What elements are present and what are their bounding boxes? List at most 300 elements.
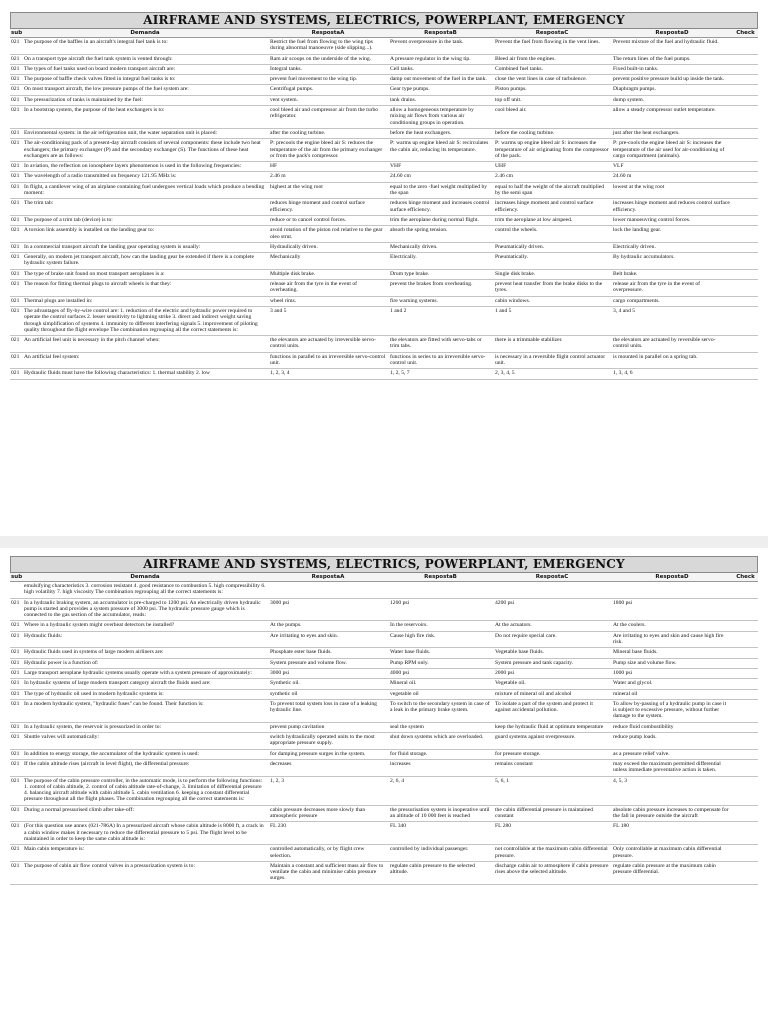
row-answer-d: Belt brake. <box>611 269 733 279</box>
row-answer-b: the pressurisation system is inoperative until an altitude of 10 000 feet is reached <box>388 805 493 822</box>
questions-table <box>10 29 758 380</box>
row-answer-d: release air from the tyre in the event of overpressure. <box>611 280 733 297</box>
row-answer-a: Restrict the fuel from flowing to the wing tips during abnormal manoeuvre (side slipping...). <box>268 38 388 55</box>
row-sub: 021 <box>10 648 22 658</box>
row-check <box>733 689 758 699</box>
row-answer-c: discharge cabin air to atmosphere if cabin pressure rises above the selected altitude. <box>493 861 611 884</box>
row-check <box>733 162 758 172</box>
row-check <box>733 139 758 162</box>
row-sub: 021 <box>10 845 22 862</box>
table-row <box>10 776 758 805</box>
row-check <box>733 64 758 74</box>
row-answer-c: Prevent the fuel from flowing in the vent lines. <box>493 38 611 55</box>
row-answer-b: trim the aeroplane during normal flight. <box>388 215 493 225</box>
row-sub: 021 <box>10 139 22 162</box>
row-answer-d <box>611 582 733 599</box>
row-check <box>733 759 758 776</box>
header-answer-c: RespostaC <box>493 29 611 38</box>
table-row <box>10 369 758 379</box>
row-answer-a: vent system. <box>268 95 388 105</box>
row-question: In hydraulic systems of large modern transport category aircraft the fluids used are: <box>22 679 268 689</box>
row-answer-a: after the cooling turbine. <box>268 128 388 138</box>
table-row <box>10 699 758 722</box>
row-sub: 021 <box>10 242 22 252</box>
row-answer-d: Only controllable at maximum cabin differential pressure. <box>611 845 733 862</box>
row-check <box>733 352 758 369</box>
row-answer-c: cool bleed air. <box>493 106 611 129</box>
row-question: The purpose of a trim tab (device) is to: <box>22 215 268 225</box>
table-row <box>10 139 758 162</box>
table-row <box>10 668 758 678</box>
row-answer-a: release air from the tyre in the event of overheating. <box>268 280 388 297</box>
row-check <box>733 242 758 252</box>
row-answer-b: allow a homogeneous temperature by mixing air flows from various air conditioning groups in operation. <box>388 106 493 129</box>
row-answer-a: At the pumps. <box>268 621 388 631</box>
row-answer-d: allow a steady compressor outlet temperature. <box>611 106 733 129</box>
row-sub: 021 <box>10 75 22 85</box>
row-answer-b: prevent the brakes from overheating. <box>388 280 493 297</box>
row-sub: 021 <box>10 85 22 95</box>
row-answer-d: To allow by-passing of a hydraulic pump in case it is subject to excessive pressure, without further damage to the system. <box>611 699 733 722</box>
row-answer-c: Pneumatically. <box>493 253 611 270</box>
row-answer-b: for fluid storage. <box>388 749 493 759</box>
table-row <box>10 845 758 862</box>
row-answer-c: close the vent lines in case of turbulence. <box>493 75 611 85</box>
row-answer-b: Prevent overpressure in the tank. <box>388 38 493 55</box>
row-question: If the cabin altitude rises (aircraft in level flight), the differential pressure: <box>22 759 268 776</box>
row-answer-a: Mechanically <box>268 253 388 270</box>
row-question: In addition to energy storage, the accumulator of the hydraulic system is used: <box>22 749 268 759</box>
row-sub: 021 <box>10 38 22 55</box>
header-answer-a: RespostaA <box>268 29 388 38</box>
row-answer-a: wheel rims. <box>268 296 388 306</box>
table-body <box>10 582 758 885</box>
row-sub: 021 <box>10 280 22 297</box>
row-answer-c: Combined fuel tanks. <box>493 64 611 74</box>
table-row <box>10 106 758 129</box>
row-answer-c: the cabin differential pressure is maintained constant <box>493 805 611 822</box>
row-check <box>733 805 758 822</box>
row-check <box>733 336 758 353</box>
row-answer-a: functions in parallel to an irreversible servo-control unit. <box>268 352 388 369</box>
row-answer-d: 4, 5, 3 <box>611 776 733 805</box>
row-answer-c: System pressure and tank capacity. <box>493 658 611 668</box>
row-answer-c: guard systems against overpressure. <box>493 733 611 750</box>
page-separator <box>0 536 768 548</box>
row-answer-d: may exceed the maximum permitted differential unless immediate preventative action is taken. <box>611 759 733 776</box>
row-answer-a: 2.46 m <box>268 172 388 182</box>
row-sub: 021 <box>10 64 22 74</box>
row-answer-b: Water base fluids. <box>388 648 493 658</box>
document-page-2 <box>10 556 758 1024</box>
row-answer-c: 2000 psi <box>493 668 611 678</box>
table-row <box>10 215 758 225</box>
row-check <box>733 280 758 297</box>
row-answer-d: Are irritating to eyes and skin and cause high fire risk. <box>611 631 733 648</box>
row-check <box>733 861 758 884</box>
row-sub: 021 <box>10 668 22 678</box>
row-check <box>733 75 758 85</box>
row-answer-a: Ram air scoops on the underside of the wing. <box>268 54 388 64</box>
row-answer-c: is necessary in a reversible flight control actuator unit. <box>493 352 611 369</box>
row-question: The purpose of cabin air flow control valves in a pressurization system is to: <box>22 861 268 884</box>
row-answer-d: just after the heat exchangers. <box>611 128 733 138</box>
row-sub: 021 <box>10 106 22 129</box>
table-row <box>10 85 758 95</box>
header-question: Demanda <box>22 573 268 582</box>
row-answer-b: In the reservoirs. <box>388 621 493 631</box>
row-check <box>733 306 758 335</box>
row-answer-a: 3000 psi <box>268 668 388 678</box>
row-answer-c: 1 and 5 <box>493 306 611 335</box>
row-sub: 021 <box>10 95 22 105</box>
row-answer-c: P: warms up engine bleed air S: increases the temperature of air originating from the compressor of the pack. <box>493 139 611 162</box>
row-check <box>733 648 758 658</box>
row-sub: 021 <box>10 759 22 776</box>
row-check <box>733 822 758 845</box>
row-answer-a: Integral tanks. <box>268 64 388 74</box>
table-row <box>10 822 758 845</box>
row-check <box>733 749 758 759</box>
row-check <box>733 679 758 689</box>
header-answer-b: RespostaB <box>388 29 493 38</box>
row-answer-a: Phosphate ester base fluids. <box>268 648 388 658</box>
page-title: AIRFRAME AND SYSTEMS, ELECTRICS, POWERPLANT, EMERGENCY <box>10 556 758 573</box>
row-answer-d: lower manoeuvring control forces. <box>611 215 733 225</box>
table-row <box>10 352 758 369</box>
row-answer-d: lowest at the wing root <box>611 182 733 199</box>
row-answer-d: absolute cabin pressure increases to compensate for the fall in pressure outside the aircraft <box>611 805 733 822</box>
row-answer-c: top off unit. <box>493 95 611 105</box>
row-answer-b: Cell tanks. <box>388 64 493 74</box>
questions-table <box>10 573 758 885</box>
row-answer-d: 1000 psi <box>611 668 733 678</box>
row-answer-b: reduces hinge moment and increases control surface efficiency. <box>388 199 493 216</box>
row-answer-c: control the wheels. <box>493 226 611 243</box>
row-answer-b: 24.60 cm <box>388 172 493 182</box>
row-sub: 021 <box>10 631 22 648</box>
row-question: In flight, a cantilever wing of an airplane containing fuel undergoes vertical loads which produce a bending moment: <box>22 182 268 199</box>
row-sub: 021 <box>10 128 22 138</box>
row-check <box>733 182 758 199</box>
row-check <box>733 269 758 279</box>
row-answer-a: HF <box>268 162 388 172</box>
row-answer-d: By hydraulic accumulators. <box>611 253 733 270</box>
row-check <box>733 199 758 216</box>
row-question: On most transport aircraft, the low pressure pumps of the fuel system are: <box>22 85 268 95</box>
row-answer-d: At the coolers. <box>611 621 733 631</box>
table-row <box>10 64 758 74</box>
table-row <box>10 679 758 689</box>
row-answer-b: Electrically. <box>388 253 493 270</box>
row-answer-b: 2, 6, 4 <box>388 776 493 805</box>
row-question: The type of hydraulic oil used in modern hydraulic systems is: <box>22 689 268 699</box>
row-sub: 021 <box>10 226 22 243</box>
row-question: During a normal pressurised climb after take-off: <box>22 805 268 822</box>
row-answer-c: remains constant <box>493 759 611 776</box>
row-answer-c: 2, 3, 4, 5 <box>493 369 611 379</box>
row-answer-d: Prevent mixture of the fuel and hydraulic fluid. <box>611 38 733 55</box>
row-answer-d: Electrically driven. <box>611 242 733 252</box>
document-page-1 <box>10 12 758 528</box>
table-row <box>10 733 758 750</box>
row-question: (For this question use annex (021-786A) In a pressurized aircraft whose cabin altitude is 8000 ft, a crack in a cabin window makes it necessary to reduce the differential pressure to 5 psi. The flight level to be maintained in order to keep the same cabin altitude is: <box>22 822 268 845</box>
row-sub: 021 <box>10 621 22 631</box>
row-question: A torsion link assembly is installed on the landing gear to: <box>22 226 268 243</box>
row-question: Hydraulic fluids must have the following characteristics: 1. thermal stability 2. low <box>22 369 268 379</box>
row-sub: 021 <box>10 306 22 335</box>
table-row <box>10 280 758 297</box>
row-answer-d: mineral oil <box>611 689 733 699</box>
row-answer-a: To prevent total system loss in case of a leaking hydraulic line. <box>268 699 388 722</box>
row-answer-a: cool bleed air and compressor air from the turbo refrigerator. <box>268 106 388 129</box>
row-question: Hydraulic fluids: <box>22 631 268 648</box>
row-answer-b: damp out movement of the fuel in the tank. <box>388 75 493 85</box>
row-answer-a: controlled automatically, or by flight crew selection. <box>268 845 388 862</box>
table-body <box>10 38 758 380</box>
row-answer-b: controlled by individual passenger. <box>388 845 493 862</box>
table-row <box>10 306 758 335</box>
row-sub: 021 <box>10 679 22 689</box>
header-answer-d: RespostaD <box>611 29 733 38</box>
row-question: On a transport type aircraft the fuel tank system is vented through: <box>22 54 268 64</box>
row-answer-c: keep the hydraulic fluid at optimum temperature <box>493 722 611 732</box>
row-question: The advantages of fly-by-wire control are: 1. reduction of the electric and hydraulic power required to operate the control surfaces 2. lesser sensitivity to lightning strike 3. direct and indirect weight saving through simplification of systems 4. immunity to different interfering signals 5. improvement of piloting quality throughout the flight envelope The combination regrouping all the correct statements is: <box>22 306 268 335</box>
row-check <box>733 733 758 750</box>
header-answer-c: RespostaC <box>493 573 611 582</box>
table-row <box>10 336 758 353</box>
row-answer-c: increases hinge moment and control surface efficiency. <box>493 199 611 216</box>
row-question: The pressurization of tanks is maintained by the fuel: <box>22 95 268 105</box>
row-answer-b: Drum type brake. <box>388 269 493 279</box>
row-question: The types of fuel tanks used on board modern transport aircraft are: <box>22 64 268 74</box>
row-check <box>733 699 758 722</box>
row-question: Hydraulic power is a function of: <box>22 658 268 668</box>
row-check <box>733 598 758 621</box>
row-sub: 021 <box>10 749 22 759</box>
row-question: emulsifying characteristics 3. corrosion resistant 4. good resistance to combustion 5. high compressibility 6. high volatility 7. high viscosity The combination regrouping all the correct statements is: <box>22 582 268 599</box>
row-answer-c: At the actuators. <box>493 621 611 631</box>
row-question: Shuttle valves will automatically: <box>22 733 268 750</box>
row-answer-a: Are irritating to eyes and skin. <box>268 631 388 648</box>
row-answer-a: avoid rotation of the piston rod relative to the gear oleo strut. <box>268 226 388 243</box>
row-answer-b: seal the system <box>388 722 493 732</box>
row-check <box>733 38 758 55</box>
row-answer-b: Cause high fire risk. <box>388 631 493 648</box>
row-answer-d: cargo compartments. <box>611 296 733 306</box>
row-answer-c: for pressure storage. <box>493 749 611 759</box>
row-answer-b: absorb the spring tension. <box>388 226 493 243</box>
row-answer-c: equal to half the weight of the aircraft multiplied by the semi span <box>493 182 611 199</box>
row-answer-c <box>493 582 611 599</box>
row-answer-a: prevent fuel movement to the wing tip. <box>268 75 388 85</box>
row-question: Main cabin temperature is: <box>22 845 268 862</box>
table-row <box>10 242 758 252</box>
row-question: In aviation, the reflection on ionosphere layers phenomenon is used in the following frequencies: <box>22 162 268 172</box>
row-check <box>733 128 758 138</box>
row-answer-d: 1800 psi <box>611 598 733 621</box>
row-answer-a: 3 and 5 <box>268 306 388 335</box>
row-answer-a: cabin pressure decreases more slowly than atmospheric pressure <box>268 805 388 822</box>
row-answer-b: Pump RPM only. <box>388 658 493 668</box>
row-answer-a: Hydraulically driven. <box>268 242 388 252</box>
row-question: In a commercial transport aircraft the landing gear operating system is usually: <box>22 242 268 252</box>
row-check <box>733 369 758 379</box>
row-answer-c: 4200 psi <box>493 598 611 621</box>
row-answer-c: not controllable at the maximum cabin differential pressure. <box>493 845 611 862</box>
row-question: An artificial feel unit is necessary in the pitch channel when: <box>22 336 268 353</box>
row-answer-d: 1, 3, 4, 6 <box>611 369 733 379</box>
row-answer-b: fire warning systems. <box>388 296 493 306</box>
row-answer-d: the elevators are actuated by reversible servo-control units. <box>611 336 733 353</box>
header-answer-d: RespostaD <box>611 573 733 582</box>
table-row <box>10 226 758 243</box>
row-answer-c: before the cooling turbine. <box>493 128 611 138</box>
table-row <box>10 689 758 699</box>
row-question: The air-conditioning pack of a present-day aircraft consists of several components: these include two heat exchangers; the primary exchanger (P) and the secondary exchanger (S). The functions of these heat exchangers are as follows: <box>22 139 268 162</box>
row-answer-d: regulate cabin pressure at the maximum cabin pressure differential. <box>611 861 733 884</box>
row-answer-d: Pump size and volume flow. <box>611 658 733 668</box>
row-question: The reason for fitting thermal plugs to aircraft wheels is that they: <box>22 280 268 297</box>
row-answer-a: Synthetic oil. <box>268 679 388 689</box>
row-answer-b: tank drains. <box>388 95 493 105</box>
row-answer-c: mixture of mineral oil and alcohol <box>493 689 611 699</box>
row-check <box>733 85 758 95</box>
row-answer-d: as a pressure relief valve. <box>611 749 733 759</box>
table-row <box>10 172 758 182</box>
row-question: Large transport aeroplane hydraulic systems usually operate with a system pressure of approximately: <box>22 668 268 678</box>
row-answer-b: vegetable oil <box>388 689 493 699</box>
row-answer-b: before the heat exchangers. <box>388 128 493 138</box>
header-question: Demanda <box>22 29 268 38</box>
row-answer-c: prevent heat transfer from the brake disks to the tyres. <box>493 280 611 297</box>
row-sub: 021 <box>10 822 22 845</box>
row-check <box>733 172 758 182</box>
table-row <box>10 128 758 138</box>
row-check <box>733 845 758 862</box>
row-answer-d: lock the landing gear. <box>611 226 733 243</box>
table-row <box>10 582 758 599</box>
row-answer-d: Diaphragm pumps. <box>611 85 733 95</box>
table-row <box>10 648 758 658</box>
row-question: The wavelength of a radio transmitted on frequency 121.95 MHz is: <box>22 172 268 182</box>
row-question: Generally, on modern jet transport aircraft, how can the landing gear be extended if there is a complete hydraulic system failure. <box>22 253 268 270</box>
row-answer-c: there is a trimmable stabilizer. <box>493 336 611 353</box>
row-answer-b: 4000 psi <box>388 668 493 678</box>
row-answer-c: To isolate a part of the system and protect it against accidental pollution. <box>493 699 611 722</box>
table-row <box>10 199 758 216</box>
row-sub: 021 <box>10 336 22 353</box>
row-answer-c: 5, 6, 1 <box>493 776 611 805</box>
row-answer-c: Single disk brake. <box>493 269 611 279</box>
row-check <box>733 621 758 631</box>
table-row <box>10 749 758 759</box>
row-sub: 021 <box>10 296 22 306</box>
row-check <box>733 582 758 599</box>
row-sub: 021 <box>10 722 22 732</box>
row-sub: 021 <box>10 215 22 225</box>
row-sub: 021 <box>10 54 22 64</box>
row-answer-d: reduce fluid combustibility <box>611 722 733 732</box>
header-answer-a: RespostaA <box>268 573 388 582</box>
row-question: Where in a hydraulic system might overheat detectors be installed? <box>22 621 268 631</box>
row-answer-b: Mineral oil. <box>388 679 493 689</box>
row-answer-c: Vegetable oil. <box>493 679 611 689</box>
row-check <box>733 631 758 648</box>
row-sub: 021 <box>10 689 22 699</box>
row-question: The trim tab: <box>22 199 268 216</box>
row-answer-b: 1 and 2 <box>388 306 493 335</box>
row-answer-b: Mechanically driven. <box>388 242 493 252</box>
row-question: The type of brake unit found on most transport aeroplanes is a: <box>22 269 268 279</box>
row-answer-b: P: warms up engine bleed air S: recirculates the cabin air, reducing its temperature. <box>388 139 493 162</box>
row-answer-d: Mineral base fluids. <box>611 648 733 658</box>
table-row <box>10 38 758 55</box>
row-question: The purpose of baffle check valves fitted in integral fuel tanks is to: <box>22 75 268 85</box>
header-answer-b: RespostaB <box>388 573 493 582</box>
row-question: Thermal plugs are installed in: <box>22 296 268 306</box>
row-check <box>733 106 758 129</box>
row-check <box>733 95 758 105</box>
row-answer-d: increases hinge moment and reduces control surface efficiency. <box>611 199 733 216</box>
header-check: Check <box>733 573 758 582</box>
row-sub: 021 <box>10 172 22 182</box>
row-answer-b: the elevators are fitted with servo-tabs or trim tabs. <box>388 336 493 353</box>
row-answer-d: 3, 4 and 5 <box>611 306 733 335</box>
row-answer-a: prevent pump cavitation <box>268 722 388 732</box>
row-sub: 021 <box>10 352 22 369</box>
row-answer-c: UHF <box>493 162 611 172</box>
row-answer-a: FL 230 <box>268 822 388 845</box>
row-answer-a: synthetic oil <box>268 689 388 699</box>
row-answer-c: Piston pumps. <box>493 85 611 95</box>
row-answer-d: P: pre-cools the engine bleed air S: increases the temperature of the air used for air-conditioning of cargo compartment (animals). <box>611 139 733 162</box>
row-question: In a hydraulic braking system, an accumulator is pre-charged to 1200 psi. An electrically driven hydraulic pump is started and provides a system pressure of 3000 psi. The hydraulic pressure gauge which is connected to the gas section of the accumulator, reads: <box>22 598 268 621</box>
row-sub: 021 <box>10 776 22 805</box>
row-answer-a: for damping pressure surges in the system. <box>268 749 388 759</box>
row-answer-c: 2.46 cm <box>493 172 611 182</box>
row-answer-a: 3000 psi <box>268 598 388 621</box>
row-answer-a: switch hydraulically operated units to the most appropriate pressure supply. <box>268 733 388 750</box>
row-check <box>733 722 758 732</box>
table-row <box>10 75 758 85</box>
table-row <box>10 861 758 884</box>
row-answer-b: shut down systems which are overloaded. <box>388 733 493 750</box>
row-question: In a hydraulic system, the reservoir is pressurized in order to: <box>22 722 268 732</box>
row-question: Environmental system: in the air refrigeration unit, the water separation unit is placed: <box>22 128 268 138</box>
row-answer-c: FL 280 <box>493 822 611 845</box>
row-answer-b <box>388 582 493 599</box>
table-row <box>10 182 758 199</box>
row-sub: 021 <box>10 733 22 750</box>
row-answer-b: VHF <box>388 162 493 172</box>
row-question: Hydraulic fluids used in systems of large modern airliners are: <box>22 648 268 658</box>
row-answer-a <box>268 582 388 599</box>
row-answer-d: prevent positive pressure build up inside the tank. <box>611 75 733 85</box>
row-answer-a: P: precools the engine bleed air S: reduces the temperature of the air from the primary exchanger or from the pack's compressor. <box>268 139 388 162</box>
row-question: An artificial feel system: <box>22 352 268 369</box>
header-sub: sub <box>11 30 23 36</box>
row-sub: 021 <box>10 805 22 822</box>
row-answer-b: equal to the zero -fuel weight multiplied by the span <box>388 182 493 199</box>
row-answer-b: 1, 2, 5, 7 <box>388 369 493 379</box>
row-answer-a: decreases <box>268 759 388 776</box>
row-answer-a: reduces hinge moment and control surface efficiency. <box>268 199 388 216</box>
row-answer-b: regulate cabin pressure to the selected altitude. <box>388 861 493 884</box>
row-answer-c: cabin windows. <box>493 296 611 306</box>
row-answer-b: Gear type pumps. <box>388 85 493 95</box>
row-answer-c: Bleed air from the engines. <box>493 54 611 64</box>
